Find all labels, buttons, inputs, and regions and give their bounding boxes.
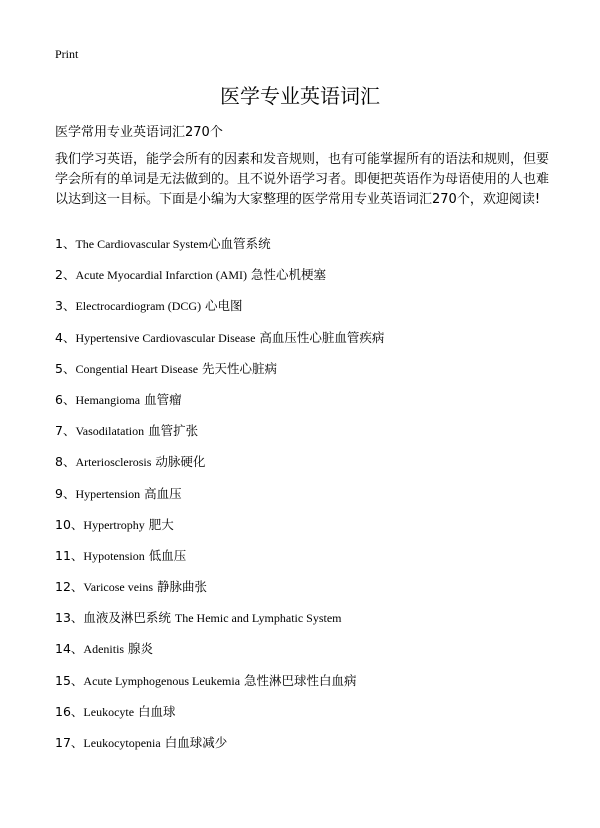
list-item — [55, 609, 384, 640]
item-chinese: 高血压 — [140, 485, 182, 501]
item-chinese: 血液及淋巴系统 — [83, 610, 175, 626]
list-item — [55, 297, 384, 328]
item-chinese: 静脉曲张 — [153, 579, 208, 595]
item-number: 2、 — [55, 267, 76, 283]
item-number: 4、 — [55, 329, 76, 345]
item-chinese: 高血压性心脏血管疾病 — [255, 329, 385, 345]
page-title: 医学专业英语词汇 — [220, 84, 380, 108]
list-item — [55, 329, 384, 360]
list-item — [55, 672, 384, 703]
vocabulary-list — [55, 235, 384, 765]
item-english: The Cardiovascular System — [75, 237, 209, 251]
item-number: 5、 — [55, 360, 76, 376]
item-number: 14、 — [55, 641, 84, 657]
list-item — [55, 235, 384, 266]
item-chinese: 先天性心脏病 — [198, 360, 278, 376]
item-english: Acute Myocardial Infarction (AMI) — [75, 268, 248, 283]
list-item — [55, 453, 384, 484]
item-number: 9、 — [55, 485, 76, 501]
item-english: Vasodilatation — [75, 424, 145, 439]
item-english: Hypertension — [75, 486, 141, 501]
item-number: 6、 — [55, 391, 76, 407]
list-item — [55, 703, 384, 734]
item-english: Hypotension — [83, 548, 145, 563]
list-item — [55, 547, 384, 578]
subtitle: 医学常用专业英语词汇270个 — [55, 125, 223, 140]
item-number: 11、 — [55, 547, 84, 563]
intro-paragraph: 我们学习英语，能学会所有的因素和发音规则，也有可能掌握所有的语法和规则，但要学会所有的单词是无法做到的。且不说外语学习者。即便把英语作为母语使用的人也难以达到这一目标。下面是小编为大家整理的医学常用专业英语词汇270个，欢迎阅读! — [55, 152, 550, 207]
item-chinese: 低血压 — [144, 547, 187, 563]
item-number: 8、 — [55, 454, 76, 470]
item-number: 3、 — [55, 298, 76, 314]
item-number: 16、 — [55, 703, 84, 719]
item-english: Varicose veins — [83, 580, 154, 595]
item-chinese: 肥大 — [144, 516, 174, 532]
item-number: 17、 — [55, 735, 84, 750]
item-chinese: 血管扩张 — [144, 423, 199, 439]
item-english: Adenitis — [83, 642, 125, 657]
item-english: Arteriosclerosis — [75, 455, 152, 470]
list-item — [55, 734, 384, 765]
item-english: Leukocyte — [83, 704, 135, 719]
item-chinese: 心血管系统 — [208, 236, 271, 251]
item-chinese: 心电图 — [201, 298, 243, 314]
item-chinese: 血管瘤 — [140, 391, 182, 407]
item-english: Leukocytopenia — [83, 736, 161, 750]
item-english: The Hemic and Lymphatic System — [174, 611, 342, 626]
list-item — [55, 516, 384, 547]
item-english: Acute Lymphogenous Leukemia — [83, 673, 241, 688]
item-number: 15、 — [55, 672, 84, 688]
item-number: 12、 — [55, 579, 84, 595]
list-item — [55, 360, 384, 391]
item-chinese: 急性心机梗塞 — [247, 267, 327, 283]
item-english: Hypertrophy — [83, 517, 145, 532]
item-number: 7、 — [55, 423, 76, 439]
list-item — [55, 422, 384, 453]
item-english: Hypertensive Cardiovascular Disease — [75, 330, 256, 345]
item-english: Hemangioma — [75, 392, 141, 407]
list-item — [55, 578, 384, 609]
item-number: 10、 — [55, 516, 84, 532]
item-chinese: 白血球减少 — [160, 735, 228, 750]
item-number: 1、 — [55, 236, 76, 251]
item-chinese: 急性淋巴球性白血病 — [240, 672, 357, 688]
item-english: Electrocardiogram (DCG) — [75, 299, 202, 314]
item-number: 13、 — [55, 610, 84, 626]
item-chinese: 动脉硬化 — [151, 454, 206, 470]
list-item — [55, 485, 384, 516]
item-chinese: 白血球 — [134, 703, 176, 719]
item-chinese: 腺炎 — [124, 641, 154, 657]
list-item — [55, 391, 384, 422]
list-item — [55, 640, 384, 671]
print-link[interactable]: Print — [55, 47, 79, 61]
list-item — [55, 266, 384, 297]
item-english: Congential Heart Disease — [75, 361, 199, 376]
